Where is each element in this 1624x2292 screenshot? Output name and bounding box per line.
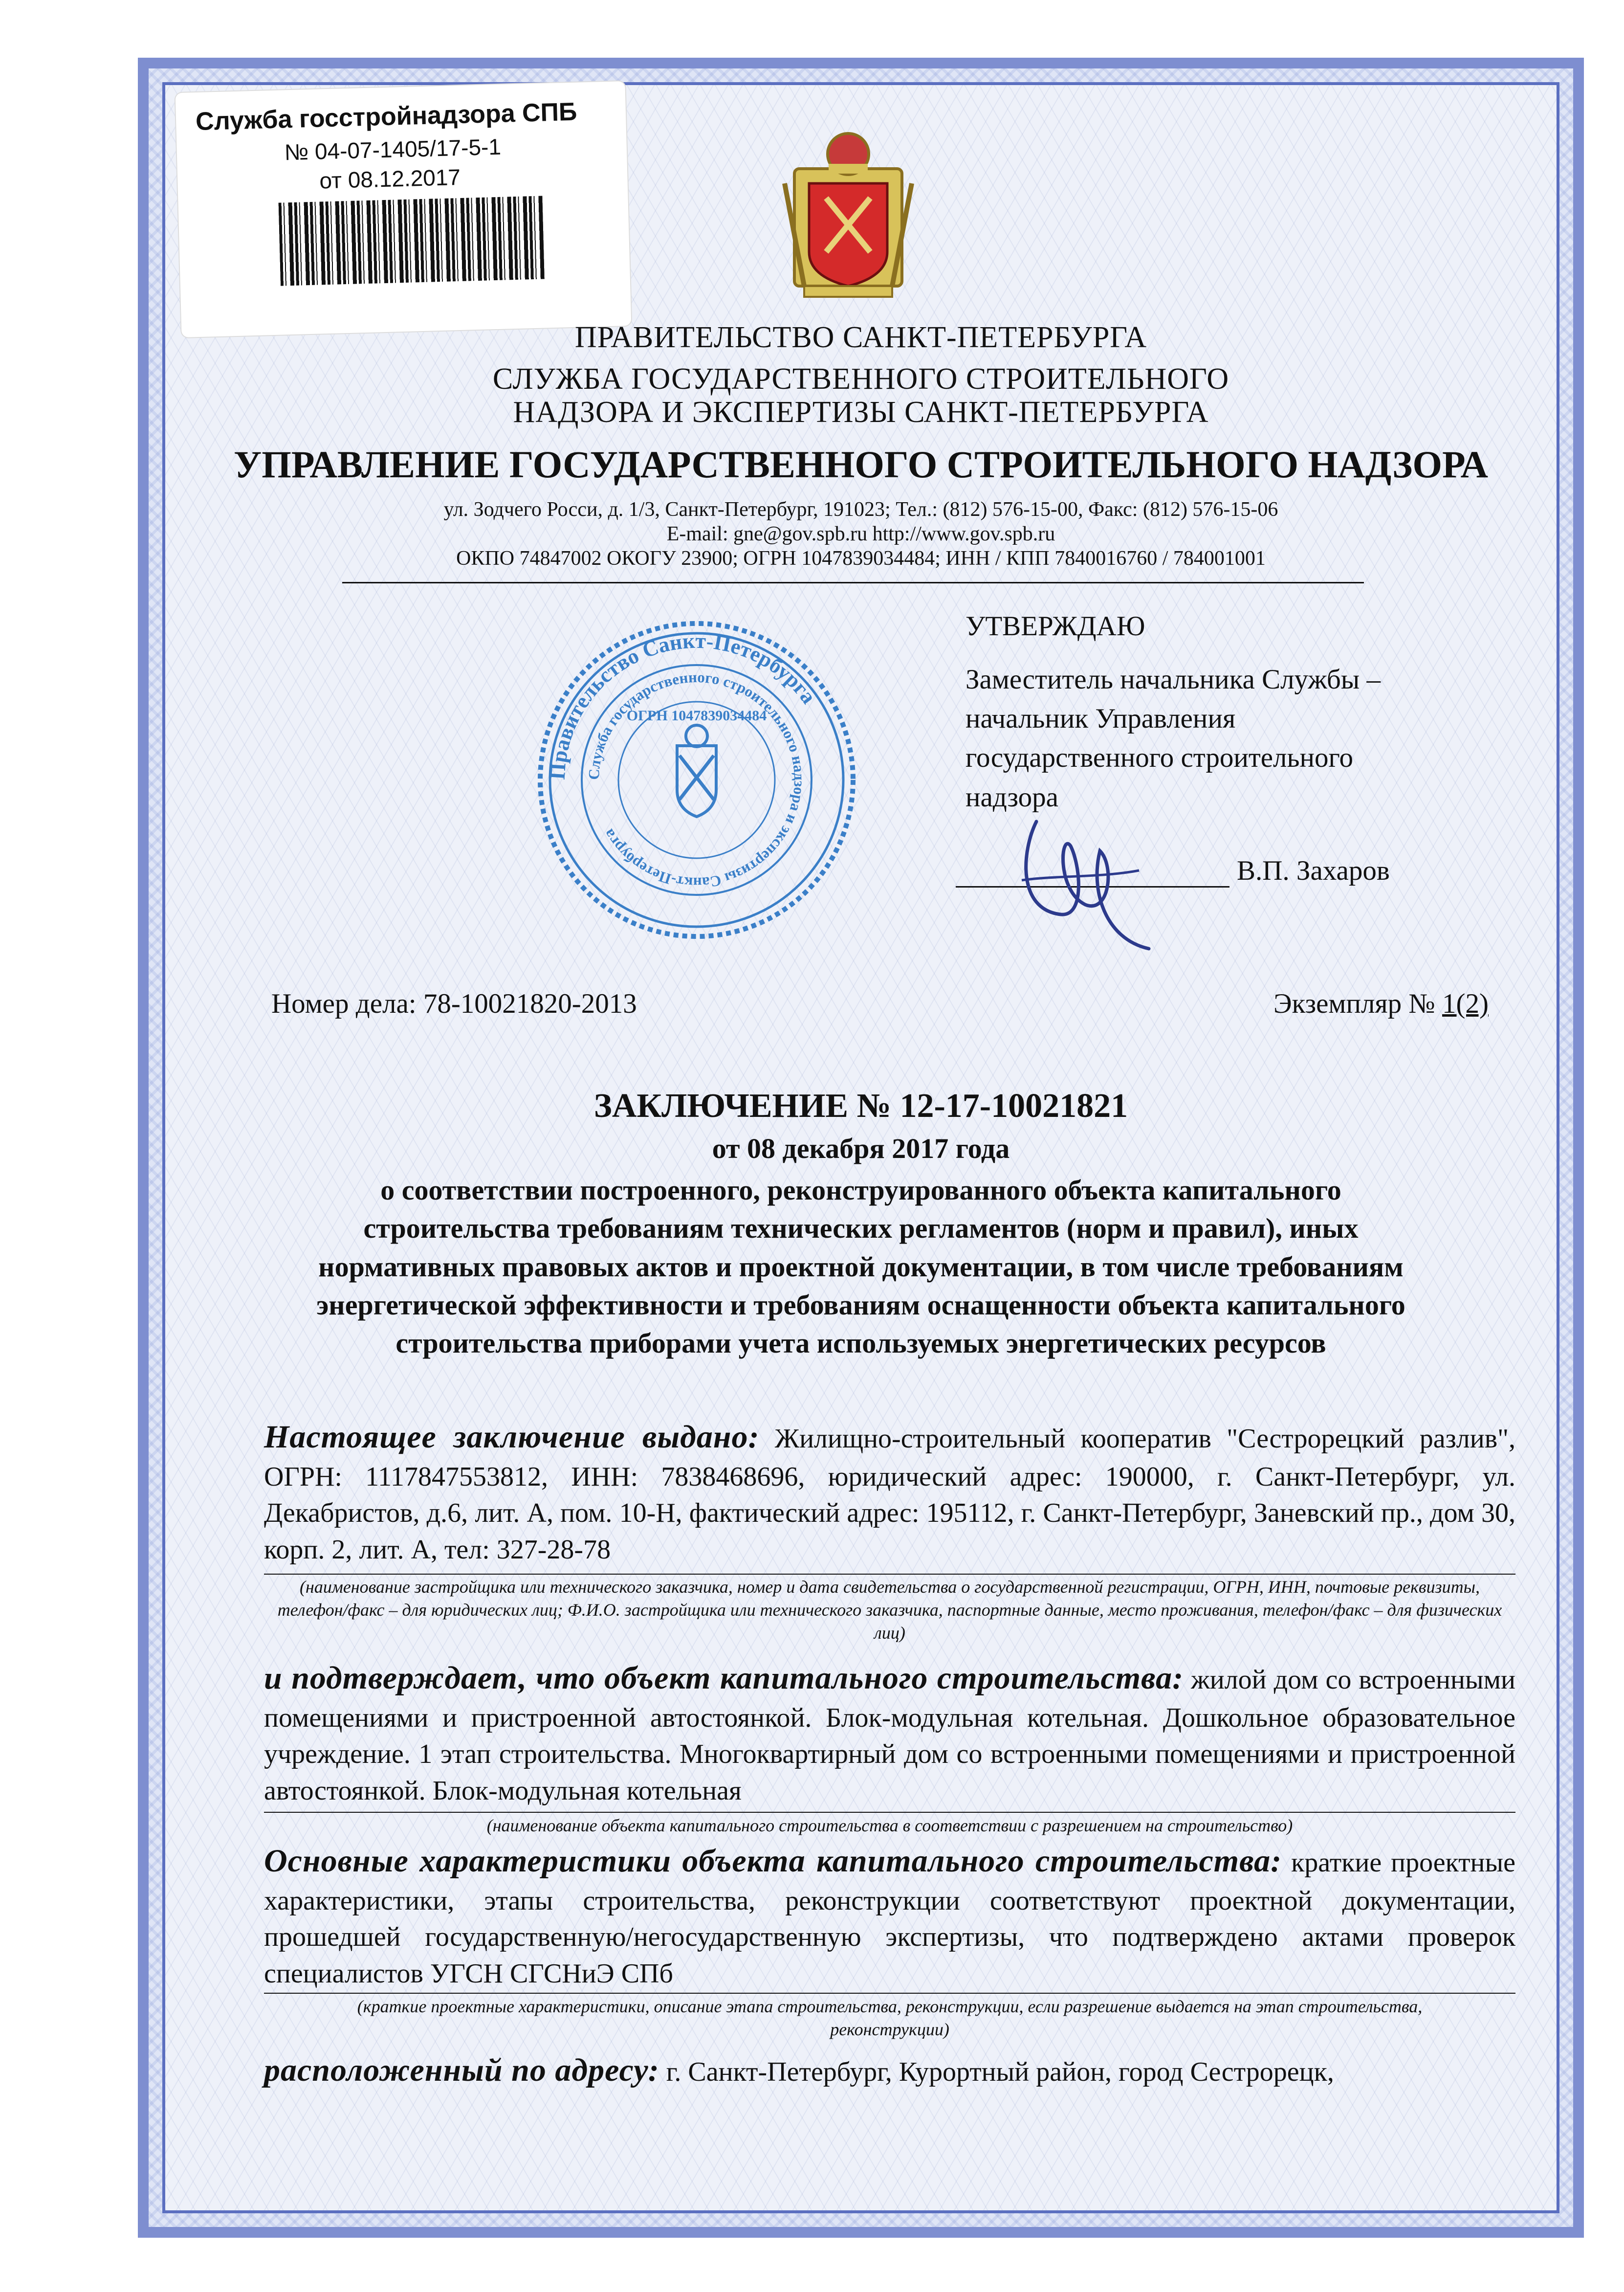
approval-position-2: начальник Управления [966,703,1236,734]
case-number: Номер дела: 78-10021820-2013 [271,988,637,1019]
confirms-note: (наименование объекта капитального строительства в соответствии с разрешением на строительство) [486,1816,1293,1835]
approval-position-4: надзора [966,782,1058,813]
approval-position-3: государственного строительного [966,742,1353,773]
barcode-icon [279,196,545,286]
issued-note: (наименование застройщика или технического заказчика, номер и дата свидетельства о государственной регистрации, ОГРН, ИНН, почтовые реквизиты, телефон/факс – для юридических лиц; Ф.И.О. застройщика или технического заказчика, паспортные данные, место проживания, телефон/факс – для физических лиц) [277,1577,1502,1643]
registration-sticker [176,81,632,337]
seal-inner-text: Служба государственного строительного надзора и экспертизы Санкт-Петербурга [585,668,809,892]
confirms-section [264,1657,1515,1809]
issued-text: Жилищно-строительный кооператив "Сестрорецкий разлив", ОГРН: 1117847553812, ИНН: 7838468696, юридический адрес: 190000, г. Санкт-Петербург, ул. Декабристов, д.6, лит. А, пом. 10-Н, фактический адрес: 195112, г. Санкт-Петербург, Заневский пр., дом 30, корп. 2, лит. А, тел: 327-28-78 [264,1424,1515,1565]
subject-line: строительства приборами учета используемых энергетических ресурсов [395,1327,1326,1359]
conclusion-title: ЗАКЛЮЧЕНИЕ № 12-17-10021821 [593,1087,1128,1125]
approval-title: УТВЕРЖДАЮ [966,611,1145,642]
seal-outer-text: Правительство Санкт-Петербурга [545,628,821,780]
coat-of-arms-icon [775,125,922,306]
official-seal [530,614,863,946]
copy-value: 1(2) [1442,988,1489,1019]
confirms-lead: и подтверждает, что объект капитального строительства: [264,1660,1184,1696]
confirms-divider [264,1812,1515,1813]
location-text: г. Санкт-Петербург, Курортный район, город Сестрорецк, [666,2057,1334,2087]
characteristics-lead: Основные характеристики объекта капитального строительства: [264,1843,1282,1879]
header-email: E-mail: gne@gov.spb.ru http://www.gov.spb.ru [666,523,1055,545]
subject-line: строительства требованиям технических регламентов (норм и правил), иных [363,1212,1359,1245]
approval-position-1: Заместитель начальника Службы – [966,664,1381,695]
header-divider [342,582,1364,583]
subject-line: нормативных правовых актов и проектной документации, в том числе требованиям [318,1250,1404,1283]
issued-section [264,1416,1515,1568]
approver-name: В.П. Захаров [1237,855,1390,886]
subject-line: о соответствии построенного, реконструированного объекта капитального [380,1174,1341,1206]
location-lead: расположенный по адресу: [264,2052,659,2088]
conclusion-subject [138,1171,1584,1362]
characteristics-section [264,1840,1515,1992]
header-codes: ОКПО 74847002 ОКОГУ 23900; ОГРН 1047839034484; ИНН / КПП 7840016760 / 784001001 [456,547,1266,570]
seal-ogrn: ОГРН 1047839034484 [626,708,767,724]
sticker-date: от 08.12.2017 [319,164,461,194]
conclusion-date: от 08 декабря 2017 года [712,1133,1010,1164]
sticker-org: Служба госстройнадзора СПБ [195,97,578,136]
copy-label: Экземпляр № [1273,988,1435,1019]
header-line-4: УПРАВЛЕНИЕ ГОСУДАРСТВЕННОГО СТРОИТЕЛЬНОГО НАДЗОРА [233,443,1489,486]
characteristics-divider [264,1993,1515,1994]
copy-number [1273,988,1489,1020]
location-section [264,2049,1515,2092]
characteristics-note: (краткие проектные характеристики, описание этапа строительства, реконструкции, если разрешение выдается на этап строительства, реконструкции) [357,1997,1423,2039]
issued-lead: Настоящее заключение выдано: [264,1419,760,1455]
header-line-3: НАДЗОРА И ЭКСПЕРТИЗЫ САНКТ-ПЕТЕРБУРГА [513,396,1209,429]
characteristics-text: краткие проектные характеристики, этапы строительства, реконструкции соответствуют проектной документации, прошедшей государственную/негосударственную экспертизы, что подтверждено актами проверок специалистов УГСН СГСНиЭ СПб [264,1847,1516,1989]
subject-line: энергетической эффективности и требованиям оснащенности объекта капитального [316,1289,1405,1321]
issued-divider [264,1574,1515,1575]
confirms-text: жилой дом со встроенными помещениями и пристроенной автостоянкой. Блок-модульная котельная. Дошкольное образовательное учреждение. 1 этап строительства. Многоквартирный дом со встроенными помещениями и пристроенной автостоянкой. Блок-модульная котельная [264,1665,1515,1806]
header-address: ул. Зодчего Росси, д. 1/3, Санкт-Петербург, 191023; Тел.: (812) 576-15-00, Факс: (812) 576-15-06 [443,498,1278,521]
header-line-1: ПРАВИТЕЛЬСТВО САНКТ-ПЕТЕРБУРГА [574,321,1147,354]
header-line-2: СЛУЖБА ГОСУДАРСТВЕННОГО СТРОИТЕЛЬНОГО [492,362,1229,396]
sticker-number: № 04-07-1405/17-5-1 [284,134,502,165]
signature [1002,792,1159,954]
